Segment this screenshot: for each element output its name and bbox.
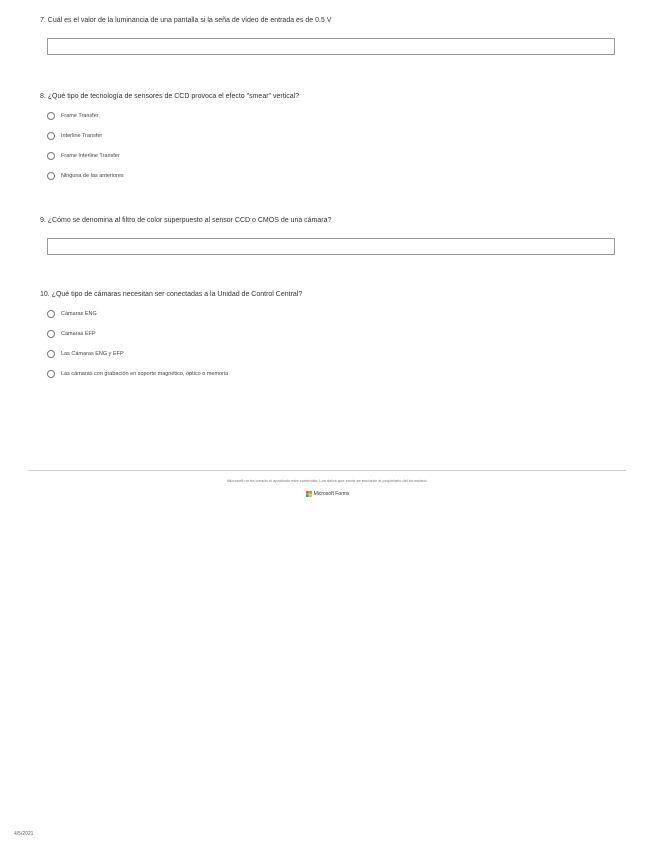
option-label: Cámaras ENG <box>61 311 97 317</box>
radio-button[interactable] <box>47 112 55 120</box>
question-9-answer-input[interactable] <box>47 238 615 255</box>
question-10-title: 10. ¿Qué tipo de cámaras necesitan ser conectadas a la Unidad de Control Central? <box>40 291 303 298</box>
question-10-option-3[interactable] <box>47 350 124 358</box>
option-label: Ninguna de las anteriores <box>61 173 124 179</box>
question-7-answer-input[interactable] <box>47 38 615 55</box>
question-8-option-3[interactable] <box>47 152 120 160</box>
radio-button[interactable] <box>47 330 55 338</box>
question-10-option-1[interactable] <box>47 310 97 318</box>
question-8-option-1[interactable] <box>47 112 99 120</box>
footer-divider <box>28 470 626 471</box>
microsoft-forms-icon <box>306 491 312 497</box>
option-label: Las Cámaras ENG y EFP <box>61 351 124 357</box>
radio-button[interactable] <box>47 132 55 140</box>
page-date: 4/5/2021 <box>14 831 34 837</box>
option-label: Las cámaras con grabación en soporte magnético, óptico o memoria <box>61 371 229 377</box>
option-label: Cámaras EFP <box>61 331 96 337</box>
option-label: Frame Transfer <box>61 113 99 119</box>
brand-label: Microsoft Forms <box>313 491 350 497</box>
option-label: Frame Interline Transfer <box>61 153 120 159</box>
option-label: Interline Transfer <box>61 133 103 139</box>
radio-button[interactable] <box>47 310 55 318</box>
radio-button[interactable] <box>47 370 55 378</box>
question-8-option-4[interactable] <box>47 172 124 180</box>
radio-button[interactable] <box>47 152 55 160</box>
question-10-option-4[interactable] <box>47 370 228 378</box>
question-8-title: 8. ¿Qué tipo de tecnología de sensores de CCD provoca el efecto "smear" vertical? <box>40 93 300 100</box>
radio-button[interactable] <box>47 350 55 358</box>
question-7-title: 7. Cuál es el valor de la luminancia de una pantalla si la seña de vídeo de entrada es de 0.5 V <box>40 17 332 24</box>
radio-button[interactable] <box>47 172 55 180</box>
question-9-title: 9. ¿Cómo se denomina al filtro de color superpuesto al sensor CCD o CMOS de una cámara? <box>40 217 332 224</box>
question-8-option-2[interactable] <box>47 132 102 140</box>
question-10-option-2[interactable] <box>47 330 96 338</box>
brand-footer[interactable] <box>0 491 655 497</box>
footer-notice: Microsoft no ha creado ni aprobado este contenido. Los datos que envíe se enviarán al propietario del formulario. <box>227 478 428 483</box>
